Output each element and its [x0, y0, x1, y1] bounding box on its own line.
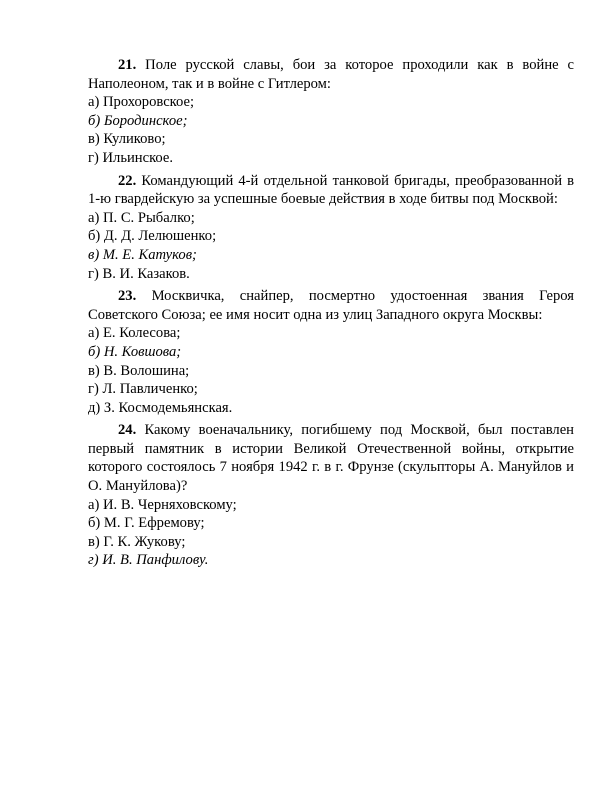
question-24 — [88, 421, 574, 570]
answer-option-correct: б) Н. Ковшова; — [88, 343, 182, 360]
answer-option: г) Ильинское. — [88, 149, 174, 166]
question-text: Командующий 4-й отдельной танковой бригады, преобразованной в 1-ю гвардейскую за успешные боевые действия в ходе битвы под Москвой: — [88, 172, 574, 208]
answer-option: в) В. Волошина; — [88, 362, 190, 379]
answer-option: б) М. Г. Ефремову; — [88, 515, 205, 532]
question-21 — [88, 56, 574, 168]
question-text: Москвичка, снайпер, посмертно удостоенная звания Героя Советского Союза; ее имя носит одна из улиц Западного округа Москвы: — [88, 288, 574, 323]
document-page — [88, 56, 574, 574]
question-stem — [88, 56, 574, 93]
question-text: Какому военачальнику, погибшему под Москвой, был поставлен первый памятник в истории Великой Отечественной войны, открытие которого состоялось 7 ноября 1942 г. в г. Фрунзе (скульпторы А. Мануйлов и О. Мануйлова)? — [88, 422, 574, 495]
question-stem — [88, 172, 574, 209]
question-text: Поле русской славы, бои за которое проходили как в войне с Наполеоном, так и в войне с Гитлером: — [88, 57, 575, 92]
question-number: 23. — [118, 288, 137, 305]
answer-option: в) Куликово; — [88, 131, 166, 148]
question-number: 21. — [118, 57, 137, 73]
question-number: 24. — [118, 422, 137, 439]
answer-option-correct: в) М. Е. Катуков; — [88, 246, 197, 263]
question-stem — [88, 287, 574, 324]
answer-option: а) Е. Колесова; — [88, 325, 181, 342]
answer-option: а) П. С. Рыбалко; — [88, 209, 195, 226]
answer-option-correct: б) Бородинское; — [88, 112, 188, 129]
answer-option: д) З. Космодемьянская. — [88, 399, 233, 416]
question-22 — [88, 172, 574, 284]
question-23 — [88, 287, 574, 417]
answer-option: б) Д. Д. Лелюшенко; — [88, 228, 217, 245]
answer-option: а) Прохоровское; — [88, 94, 195, 111]
answer-option-correct: г) И. В. Панфилову. — [88, 552, 209, 569]
question-number: 22. — [118, 172, 137, 189]
question-stem — [88, 421, 574, 495]
answer-option: г) Л. Павличенко; — [88, 381, 198, 398]
answer-option: г) В. И. Казаков. — [88, 265, 190, 282]
answer-option: а) И. В. Черняховскому; — [88, 496, 237, 513]
answer-option: в) Г. К. Жукову; — [88, 533, 186, 550]
